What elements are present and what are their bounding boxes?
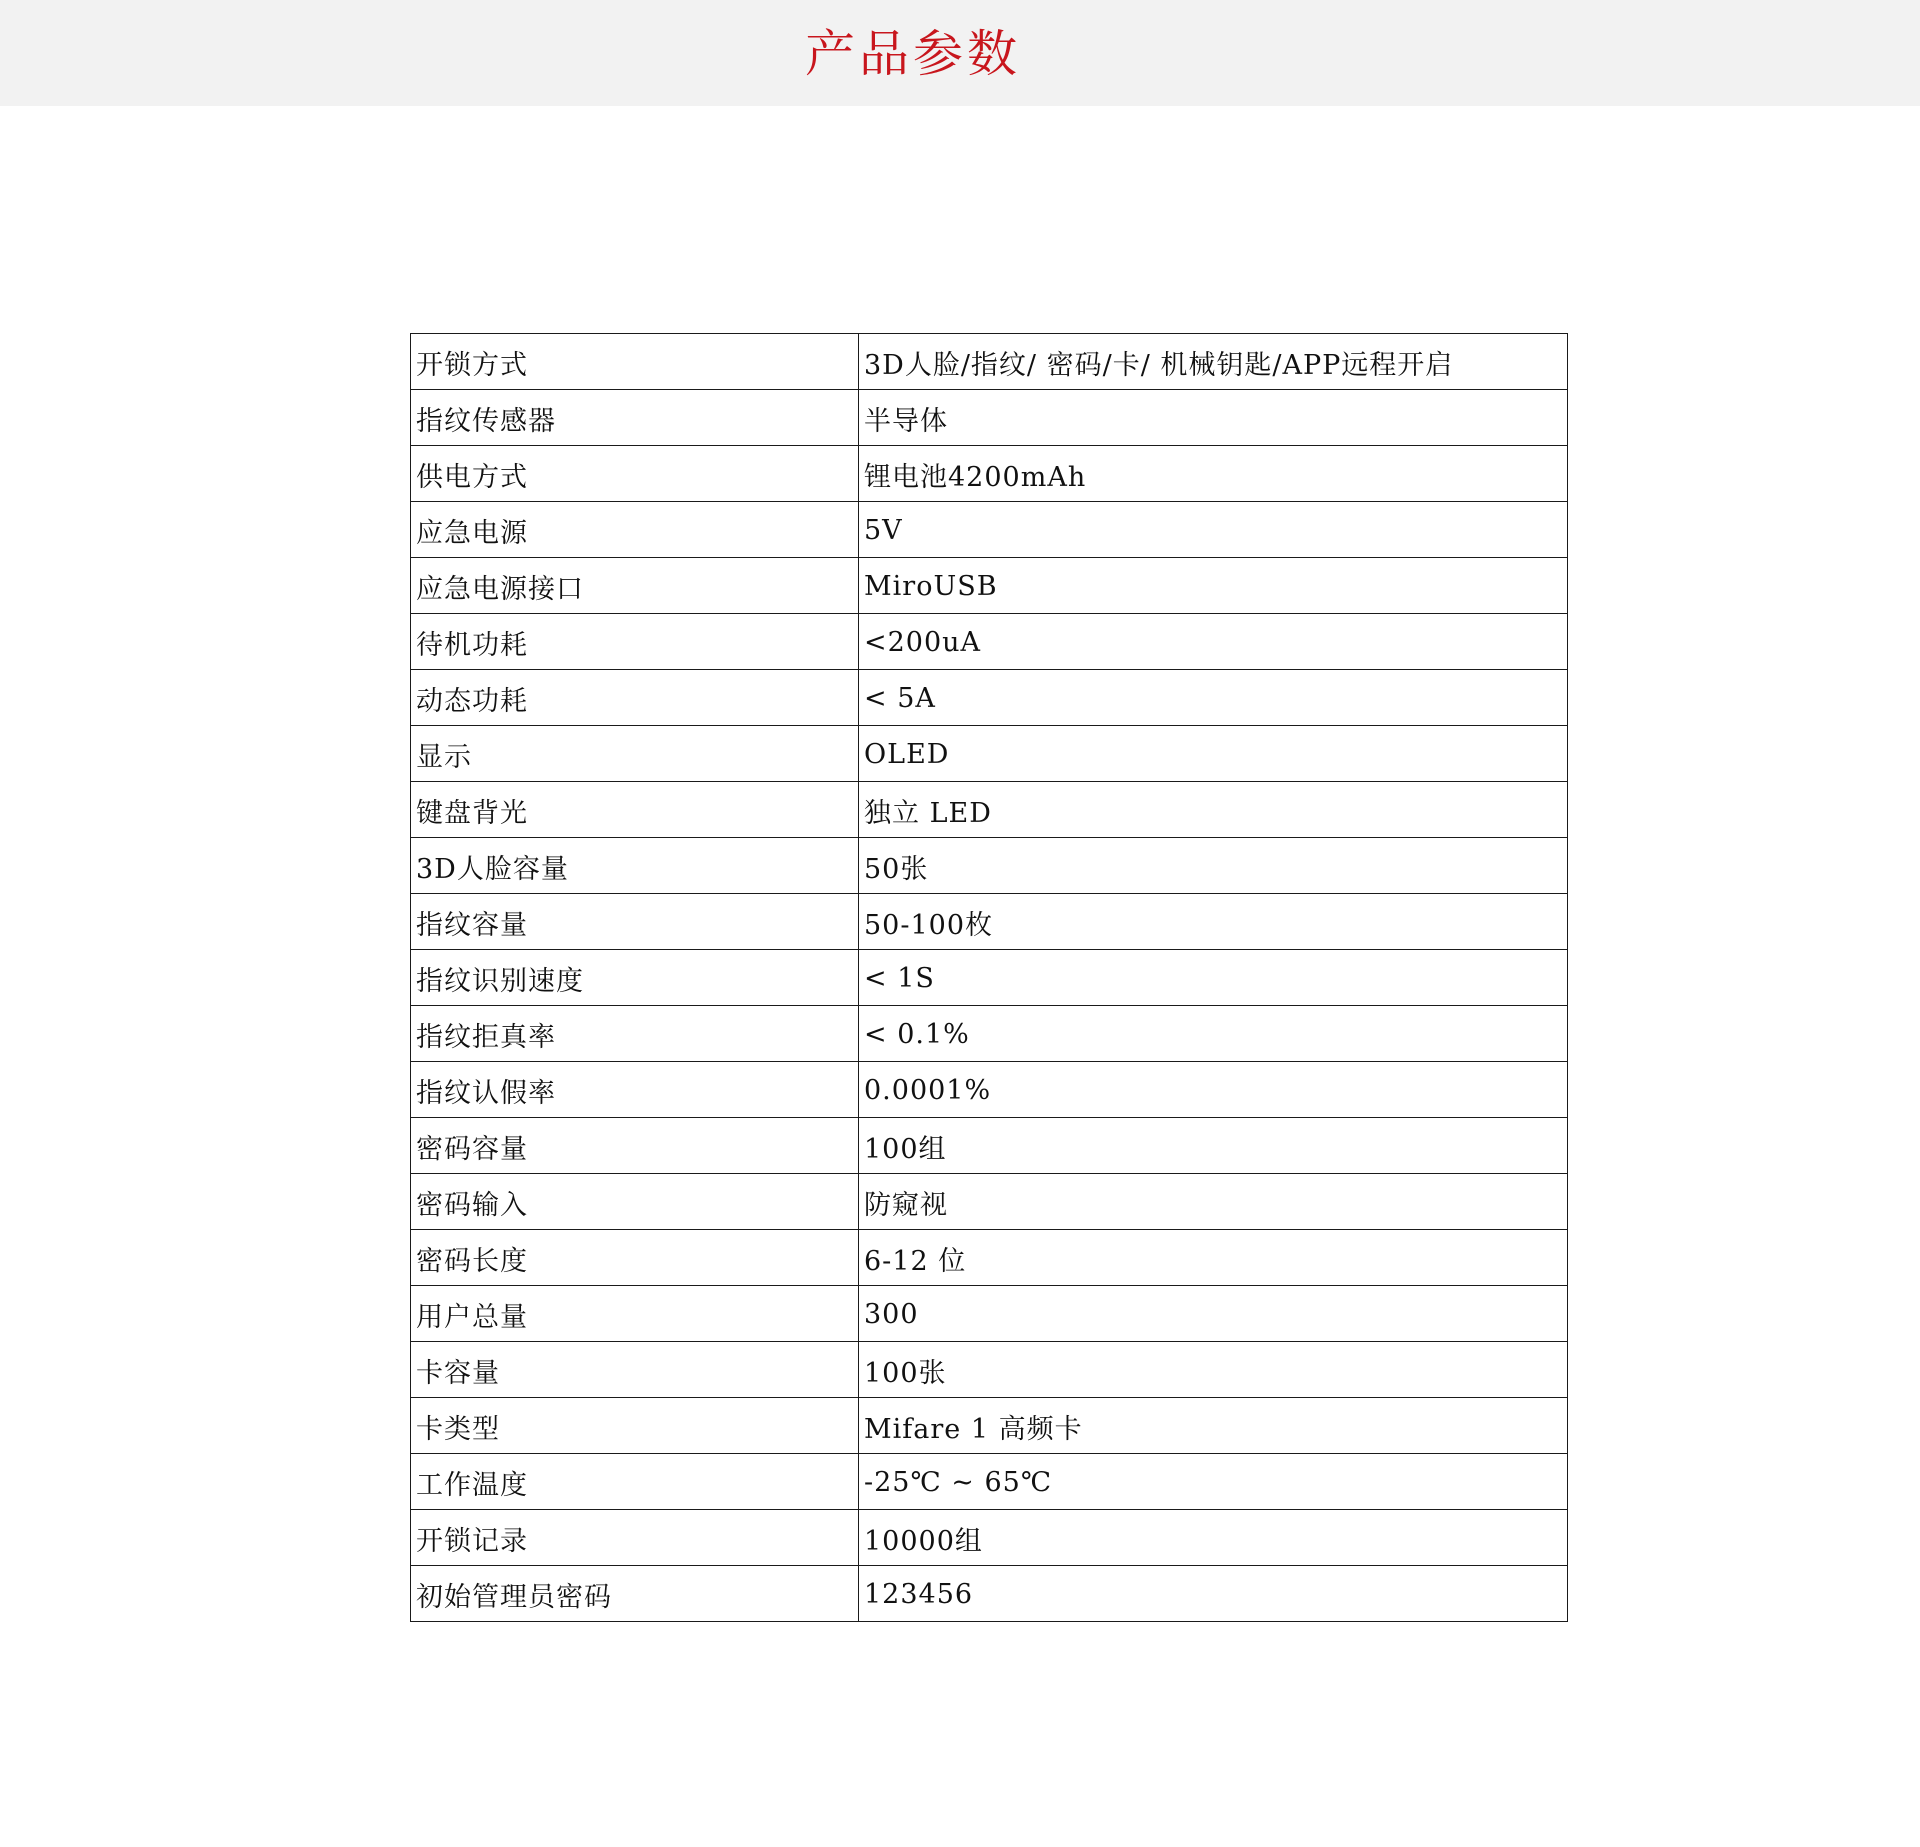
spec-value: 50-100枚 bbox=[859, 894, 1568, 950]
spec-label: 键盘背光 bbox=[411, 782, 859, 838]
spec-label: 密码容量 bbox=[411, 1118, 859, 1174]
spec-value: 50张 bbox=[859, 838, 1568, 894]
spec-value: -25℃ ~ 65℃ bbox=[859, 1454, 1568, 1510]
spec-value: 10000组 bbox=[859, 1510, 1568, 1566]
spec-label: 供电方式 bbox=[411, 446, 859, 502]
table-row bbox=[411, 782, 1568, 838]
spec-label: 指纹容量 bbox=[411, 894, 859, 950]
table-row bbox=[411, 334, 1568, 390]
table-row bbox=[411, 1286, 1568, 1342]
table-row bbox=[411, 1062, 1568, 1118]
spec-value: 锂电池4200mAh bbox=[859, 446, 1568, 502]
spec-value: <200uA bbox=[859, 614, 1568, 670]
spec-label: 指纹认假率 bbox=[411, 1062, 859, 1118]
spec-value: 半导体 bbox=[859, 390, 1568, 446]
table-row bbox=[411, 950, 1568, 1006]
spec-label: 待机功耗 bbox=[411, 614, 859, 670]
table-row bbox=[411, 1454, 1568, 1510]
spec-label: 指纹识别速度 bbox=[411, 950, 859, 1006]
spec-label: 应急电源接口 bbox=[411, 558, 859, 614]
spec-label: 指纹拒真率 bbox=[411, 1006, 859, 1062]
table-row bbox=[411, 1174, 1568, 1230]
spec-label: 工作温度 bbox=[411, 1454, 859, 1510]
table-row bbox=[411, 838, 1568, 894]
spec-label: 卡容量 bbox=[411, 1342, 859, 1398]
table-row bbox=[411, 1566, 1568, 1622]
spec-label: 指纹传感器 bbox=[411, 390, 859, 446]
table-row bbox=[411, 614, 1568, 670]
spec-label: 开锁方式 bbox=[411, 334, 859, 390]
spec-label: 应急电源 bbox=[411, 502, 859, 558]
spec-label: 密码长度 bbox=[411, 1230, 859, 1286]
spec-value: 独立 LED bbox=[859, 782, 1568, 838]
spec-value: < 5A bbox=[859, 670, 1568, 726]
header-band bbox=[0, 0, 1920, 106]
table-row bbox=[411, 1006, 1568, 1062]
spec-value: 123456 bbox=[859, 1566, 1568, 1622]
spec-value: OLED bbox=[859, 726, 1568, 782]
page-title: 产品参数 bbox=[805, 25, 1021, 83]
spec-label: 卡类型 bbox=[411, 1398, 859, 1454]
table-row bbox=[411, 390, 1568, 446]
table-row bbox=[411, 670, 1568, 726]
spec-label: 动态功耗 bbox=[411, 670, 859, 726]
spec-value: 100张 bbox=[859, 1342, 1568, 1398]
spec-value: 3D人脸/指纹/ 密码/卡/ 机械钥匙/APP远程开启 bbox=[859, 334, 1568, 390]
spec-label: 密码输入 bbox=[411, 1174, 859, 1230]
table-row bbox=[411, 1342, 1568, 1398]
table-row bbox=[411, 1118, 1568, 1174]
table-row bbox=[411, 1398, 1568, 1454]
spec-value: 6-12 位 bbox=[859, 1230, 1568, 1286]
spec-table bbox=[410, 333, 1568, 1622]
spec-label: 3D人脸容量 bbox=[411, 838, 859, 894]
spec-label: 开锁记录 bbox=[411, 1510, 859, 1566]
spec-value: 300 bbox=[859, 1286, 1568, 1342]
table-row bbox=[411, 502, 1568, 558]
table-row bbox=[411, 1510, 1568, 1566]
table-row bbox=[411, 726, 1568, 782]
spec-value: 0.0001% bbox=[859, 1062, 1568, 1118]
spec-value: 防窥视 bbox=[859, 1174, 1568, 1230]
table-row bbox=[411, 1230, 1568, 1286]
spec-value: 5V bbox=[859, 502, 1568, 558]
spec-label: 显示 bbox=[411, 726, 859, 782]
spec-label: 用户总量 bbox=[411, 1286, 859, 1342]
spec-value: MiroUSB bbox=[859, 558, 1568, 614]
table-row bbox=[411, 446, 1568, 502]
spec-value: < 1S bbox=[859, 950, 1568, 1006]
spec-value: Mifare 1 高频卡 bbox=[859, 1398, 1568, 1454]
table-row bbox=[411, 894, 1568, 950]
spec-value: 100组 bbox=[859, 1118, 1568, 1174]
spec-label: 初始管理员密码 bbox=[411, 1566, 859, 1622]
table-row bbox=[411, 558, 1568, 614]
spec-value: < 0.1% bbox=[859, 1006, 1568, 1062]
